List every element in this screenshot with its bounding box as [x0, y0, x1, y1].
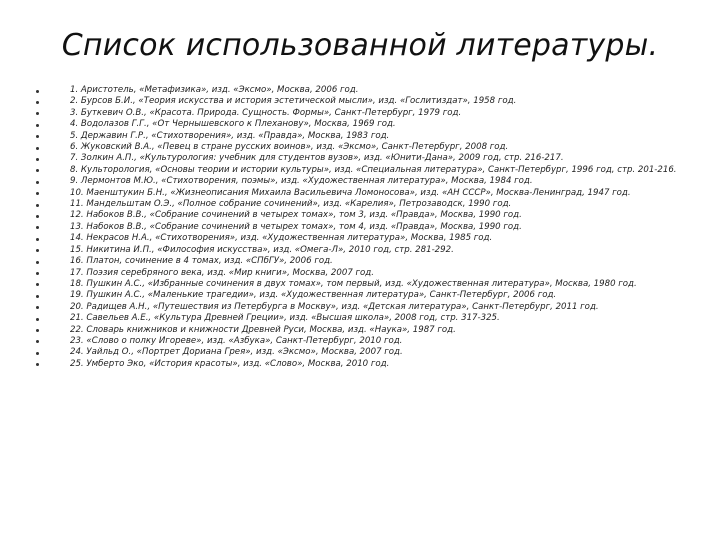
reference-text: 4. Водолазов Г.Г., «От Чернышевского к Плеханову», Москва, 1969 год.	[70, 119, 396, 130]
reference-text: 19. Пушкин А.С., «Маленькие трагедии», изд. «Художественная литература», Санкт-Петербург, 2006 год.	[70, 290, 557, 301]
reference-item	[36, 347, 708, 358]
bullet-icon	[36, 352, 39, 355]
bullet-icon	[36, 135, 39, 138]
reference-item	[36, 119, 708, 130]
bullet-icon	[36, 272, 39, 275]
reference-text: 12. Набоков В.В., «Собрание сочинений в четырех томах», том 3, изд. «Правда», Москва, 1990 год.	[70, 210, 522, 221]
reference-text: 10. Маенштукин Б.Н., «Жизнеописания Михаила Васильевича Ломоносова», изд. «АН СССР», Москва-Ленинград, 1947 год.	[70, 187, 631, 198]
reference-item	[36, 108, 708, 119]
reference-item	[36, 279, 708, 290]
reference-text: 2. Бурсов Б.И., «Теория искусства и история эстетической мысли», изд. «Гослитиздат», 1958 год.	[70, 96, 517, 107]
bullet-icon	[36, 306, 39, 309]
reference-item	[36, 142, 708, 153]
reference-item	[36, 199, 708, 210]
bullet-icon	[36, 147, 39, 150]
bullet-icon	[36, 101, 39, 104]
bullet-icon	[36, 90, 39, 93]
reference-text: 8. Культорология, «Основы теории и истории культуры», изд. «Специальная литература», Санкт-Петербург, 1996 год, стр. 201-216.	[70, 164, 677, 175]
reference-text: 18. Пушкин А.С., «Избранные сочинения в двух томах», том первый, изд. «Художественная литература», Москва, 1980 год.	[70, 278, 637, 289]
bullet-icon	[36, 226, 39, 229]
bullet-icon	[36, 295, 39, 298]
bullet-icon	[36, 204, 39, 207]
reference-item	[36, 131, 708, 142]
bullet-icon	[36, 215, 39, 218]
bullet-icon	[36, 318, 39, 321]
bullet-icon	[36, 192, 39, 195]
bullet-icon	[36, 340, 39, 343]
bullet-icon	[36, 158, 39, 161]
bullet-icon	[36, 363, 39, 366]
bullet-icon	[36, 283, 39, 286]
reference-text: 6. Жуковский В.А., «Певец в стране русских воинов», изд. «Эксмо», Санкт-Петербург, 2008 год.	[70, 142, 509, 153]
bullet-icon	[36, 329, 39, 332]
reference-text: 1. Аристотель, «Метафизика», изд. «Эксмо», Москва, 2006 год.	[70, 85, 359, 95]
reference-item	[36, 245, 708, 256]
bullet-icon	[36, 124, 39, 127]
reference-item	[36, 188, 708, 199]
reference-item	[36, 176, 708, 187]
reference-text: 22. Словарь книжников и книжности Древней Руси, Москва, изд. «Наука», 1987 год.	[70, 324, 456, 335]
reference-text: 25. Умберто Эко, «История красоты», изд. «Слово», Москва, 2010 год.	[70, 358, 390, 369]
reference-text: 24. Уайльд О., «Портрет Дориана Грея», изд. «Эксмо», Москва, 2007 год.	[70, 347, 403, 358]
reference-text: 23. «Слово о полку Игореве», изд. «Азбука», Санкт-Петербург, 2010 год.	[70, 335, 403, 346]
reference-text: 7. Золкин А.П., «Культурология: учебник для студентов вузов», изд. «Юнити-Дана», 2009 год, стр. 216-217.	[70, 153, 564, 164]
bullet-icon	[36, 112, 39, 115]
bullet-icon	[36, 181, 39, 184]
bullet-icon	[36, 249, 39, 252]
bullet-icon	[36, 261, 39, 264]
reference-item	[36, 268, 708, 279]
reference-text: 5. Державин Г.Р., «Стихотворения», изд. «Правда», Москва, 1983 год.	[70, 130, 390, 141]
reference-item	[36, 313, 708, 324]
reference-text: 11. Мандельштам О.Э., «Полное собрание сочинений», изд. «Карелия», Петрозаводск, 1990 год.	[70, 199, 512, 210]
reference-item	[36, 290, 708, 301]
reference-item	[36, 233, 708, 244]
reference-item	[36, 302, 708, 313]
reference-text: 17. Поэзия серебряного века, изд. «Мир книги», Москва, 2007 год.	[70, 267, 374, 278]
reference-text: 15. Никитина И.П., «Философия искусства», изд. «Омега-Л», 2010 год, стр. 281-292.	[70, 244, 454, 255]
reference-item	[36, 256, 708, 267]
page-title: Список использованной литературы.	[61, 28, 659, 63]
reference-item	[36, 165, 708, 176]
reference-item	[36, 85, 708, 96]
reference-item	[36, 336, 708, 347]
reference-text: 9. Лермонтов М.Ю., «Стихотворения, поэмы», изд. «Художественная литература», Москва, 1984 год.	[70, 176, 533, 187]
reference-text: 16. Платон, сочинение в 4 томах, изд. «СПбГУ», 2006 год.	[70, 256, 333, 267]
reference-text: 14. Некрасов Н.А., «Стихотворения», изд. «Художественная литература», Москва, 1985 год.	[70, 233, 493, 244]
reference-list	[36, 85, 708, 370]
reference-item	[36, 96, 708, 107]
reference-text: 3. Буткевич О.В., «Красота. Природа. Сущность. Формы», Санкт-Петербург, 1979 год.	[70, 107, 462, 118]
reference-text: 21. Савельев А.Е., «Культура Древней Греции», изд. «Высшая школа», 2008 год, стр. 317-325.	[70, 313, 500, 324]
reference-item	[36, 325, 708, 336]
reference-item	[36, 210, 708, 221]
reference-item	[36, 359, 708, 370]
bullet-icon	[36, 238, 39, 241]
reference-item	[36, 153, 708, 164]
reference-item	[36, 222, 708, 233]
bullet-icon	[36, 169, 39, 172]
reference-text: 20. Радищев А.Н., «Путешествия из Петербурга в Москву», изд. «Детская литература», Санкт-Петербург, 2011 год.	[70, 301, 599, 312]
reference-text: 13. Набоков В.В., «Собрание сочинений в четырех томах», том 4, изд. «Правда», Москва, 1990 год.	[70, 221, 522, 232]
